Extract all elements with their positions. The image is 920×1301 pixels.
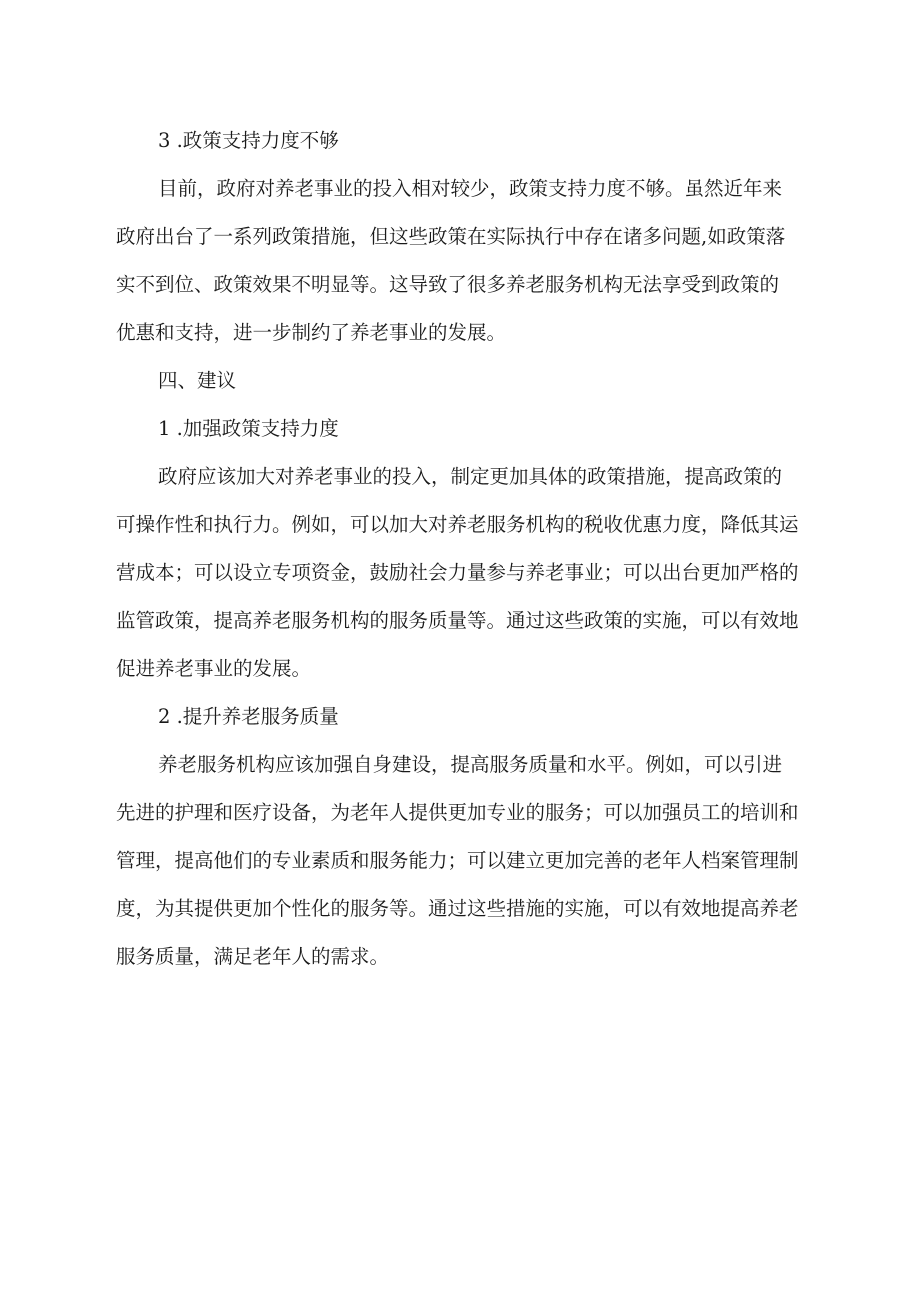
paragraph-line: 优惠和支持，进一步制约了养老事业的发展。 [116, 321, 507, 344]
subsection-heading-2: 2 .提升养老服务质量 [158, 705, 339, 728]
paragraph-line: 营成本；可以设立专项资金，鼓励社会力量参与养老事业；可以出台更加严格的 [116, 561, 799, 584]
section-heading-4: 四、建议 [158, 369, 237, 392]
paragraph-line: 先进的护理和医疗设备，为老年人提供更加专业的服务；可以加强员工的培训和 [116, 801, 799, 824]
paragraph-line: 管理，提高他们的专业素质和服务能力；可以建立更加完善的老年人档案管理制 [116, 849, 799, 872]
paragraph-line: 政府应该加大对养老事业的投入，制定更加具体的政策措施，提高政策的 [158, 465, 783, 488]
paragraph-line: 政府出台了一系列政策措施，但这些政策在实际执行中存在诸多问题,如政策落 [116, 225, 786, 248]
section-heading-3: 3 .政策支持力度不够 [158, 129, 339, 152]
paragraph-line: 实不到位、政策效果不明显等。这导致了很多养老服务机构无法享受到政策的 [116, 273, 780, 296]
paragraph-line: 服务质量，满足老年人的需求。 [116, 945, 390, 968]
paragraph-line: 养老服务机构应该加强自身建设，提高服务质量和水平。例如，可以引进 [158, 753, 783, 776]
paragraph-line: 监管政策，提高养老服务机构的服务质量等。通过这些政策的实施，可以有效地 [116, 609, 799, 632]
paragraph-line: 目前，政府对养老事业的投入相对较少，政策支持力度不够。虽然近年来 [158, 177, 783, 200]
paragraph-line: 可操作性和执行力。例如，可以加大对养老服务机构的税收优惠力度，降低其运 [116, 513, 799, 536]
paragraph-line: 促进养老事业的发展。 [116, 657, 312, 680]
subsection-heading-1: 1 .加强政策支持力度 [158, 417, 339, 440]
paragraph-line: 度，为其提供更加个性化的服务等。通过这些措施的实施，可以有效地提高养老 [116, 897, 799, 920]
